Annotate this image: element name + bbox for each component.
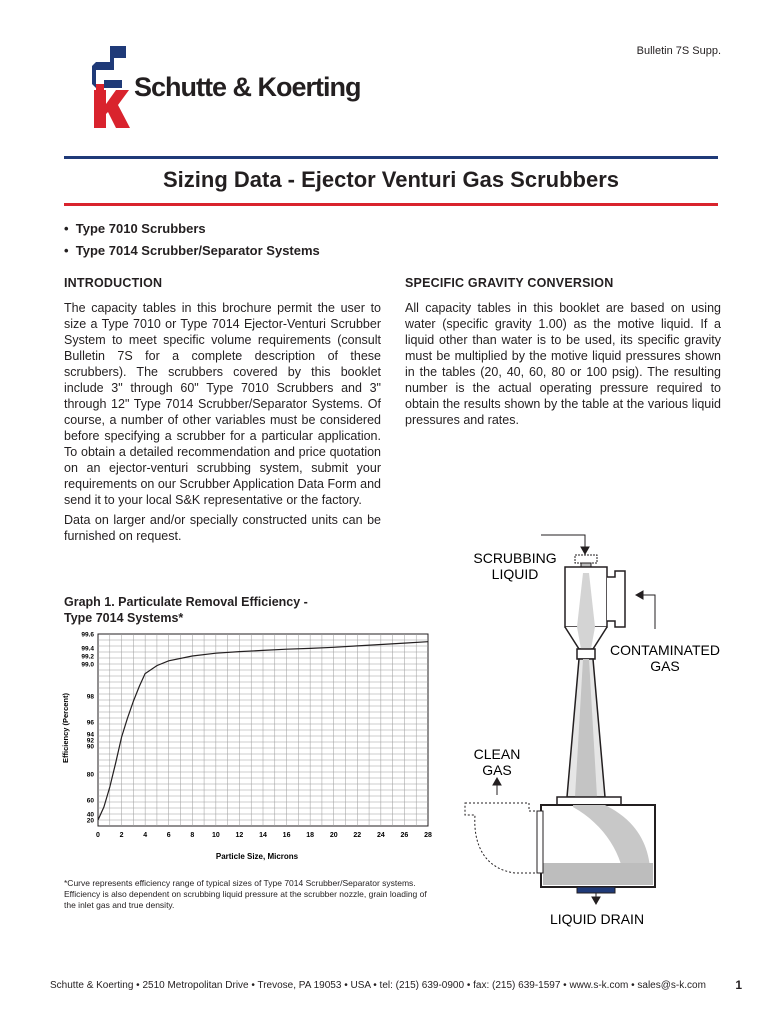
x-tick-label: 8 [190,832,195,839]
footer-contact: Schutte & Koerting • 2510 Metropolitan Drive • Trevose, PA 19053 • USA • tel: (215) 639-0900 • fax: (215) 639-1597 • www.s-k.com • sales@s-k.com [50,980,706,991]
x-tick-label: 16 [282,832,291,839]
outlet-flange [537,811,543,873]
diagram-label: LIQUID [491,566,539,582]
x-tick-label: 22 [353,832,362,839]
company-name: Schutte & Koerting [134,72,361,102]
y-tick-labels [81,632,94,825]
y-tick-label: 99.0 [81,661,94,669]
diagram-label: CLEAN [473,746,521,762]
product-list [64,218,320,262]
clean-gas-label [474,746,521,778]
clean-gas-outlet [465,803,537,873]
x-tick-label: 24 [376,832,385,839]
arrow-down-icon [592,897,600,904]
graph-title-line: Type 7014 Systems* [64,611,184,625]
y-axis-label: Efficiency (Percent) [61,692,70,764]
y-tick-label: 40 [86,811,94,819]
y-tick-label: 92 [86,737,94,745]
bottom-rule [64,203,718,206]
x-tick-label: 4 [143,832,148,839]
page-title: Sizing Data - Ejector Venturi Gas Scrubbers [162,167,620,192]
introduction-note: Data on larger and/or specially constructed units can be furnished on request. [64,513,381,543]
y-tick-label: 94 [86,731,94,739]
x-tick-label: 10 [211,832,220,839]
graph-title [64,594,308,626]
x-axis-label: Particle Size, Microns [215,852,299,861]
x-tick-label: 6 [166,832,171,839]
gas-inlet [607,571,625,627]
efficiency-chart [56,628,436,868]
diagram-label: CONTAMINATED [610,642,720,658]
scrubbing-liquid-label [473,550,556,582]
arrow-left-icon [636,591,643,599]
x-tick-label: 28 [424,832,432,839]
specific-gravity-paragraph: All capacity tables in this booklet are based on using water (specific gravity 1.00) as the motive liquid. If a liquid other than water is to be used, its specific gravity must be multiplied by the motive liquid pressures shown in the tables (20, 40, 60, 80 or 100 psig). The resulting number is the actual operating pressure required to obtain the results shown by the table at the various liquid pressures and rates. [405,301,721,427]
arrow-up-icon [493,778,501,785]
throat [577,649,595,659]
y-tick-label: 99.6 [81,631,94,639]
y-tick-label: 20 [86,817,94,825]
scrubber-diagram [455,525,735,935]
x-tick-label: 14 [259,832,267,839]
x-tick-label: 18 [306,832,315,839]
sk-logo-icon [92,44,136,132]
page-number: 1 [735,978,742,992]
x-tick-label: 12 [235,832,244,839]
chart-grid [98,634,428,826]
x-tick-label: 2 [119,832,124,839]
introduction-paragraph: The capacity tables in this brochure permit the user to size a Type 7010 or Type 7014 Ejector-Venturi Scrubber System to meet specific volume requirements (consult Bulletin 7S for a complete description of these scrubbers). The scrubbers covered by this booklet include 3" through 60" Type 7010 Scrubbers and 3" through 12" Type 7014 Scrubber/Separator Systems. Of course, a number of other variables must be considered before specifying a scrubber for a particular application. To obtain a detailed recommendation and price quotation on an ejector-venturi scrubbing system, submit your requirements on our Scrubber Application Data Form and send it to your local S&K representative or the factory. [64,301,381,507]
x-tick-label: 20 [329,832,338,839]
y-tick-label: 96 [86,719,94,727]
diagram-label: SCRUBBING [473,550,557,566]
company-logo [92,44,362,132]
graph-footnote: *Curve represents efficiency range of typical sizes of Type 7014 Scrubber/Separator systems. Efficiency is also dependent on scrubbing liquid pressure at the scrubber nozzle, grain loading of the inlet gas and true density. [64,878,427,910]
bulletin-number: Bulletin 7S Supp. [636,45,721,57]
y-tick-label: 80 [86,771,94,779]
drain-outlet [577,887,615,893]
graph-title-line: Graph 1. Particulate Removal Efficiency - [64,595,308,609]
flange [557,797,621,805]
nozzle-cap [575,555,597,563]
liquid-pool [543,863,653,885]
x-tick-label: 0 [96,832,100,839]
x-tick-labels [96,832,432,839]
list-item: • Type 7010 Scrubbers [64,218,320,240]
specific-gravity-heading: SPECIFIC GRAVITY CONVERSION [405,276,614,290]
y-tick-label: 98 [86,693,94,701]
contaminated-gas-label [610,642,720,674]
arrow-down-icon [581,547,589,554]
y-tick-label: 60 [86,797,94,805]
top-rule [64,156,718,159]
introduction-heading: INTRODUCTION [64,276,163,290]
y-tick-label: 99.2 [81,653,94,661]
y-tick-label: 90 [86,743,94,751]
liquid-drain-label: LIQUID DRAIN [549,911,645,927]
list-item: • Type 7014 Scrubber/Separator Systems [64,240,320,262]
diagram-label: GAS [650,658,680,674]
x-tick-label: 26 [400,832,409,839]
diagram-label: GAS [482,762,512,778]
y-tick-label: 99.4 [81,645,94,653]
